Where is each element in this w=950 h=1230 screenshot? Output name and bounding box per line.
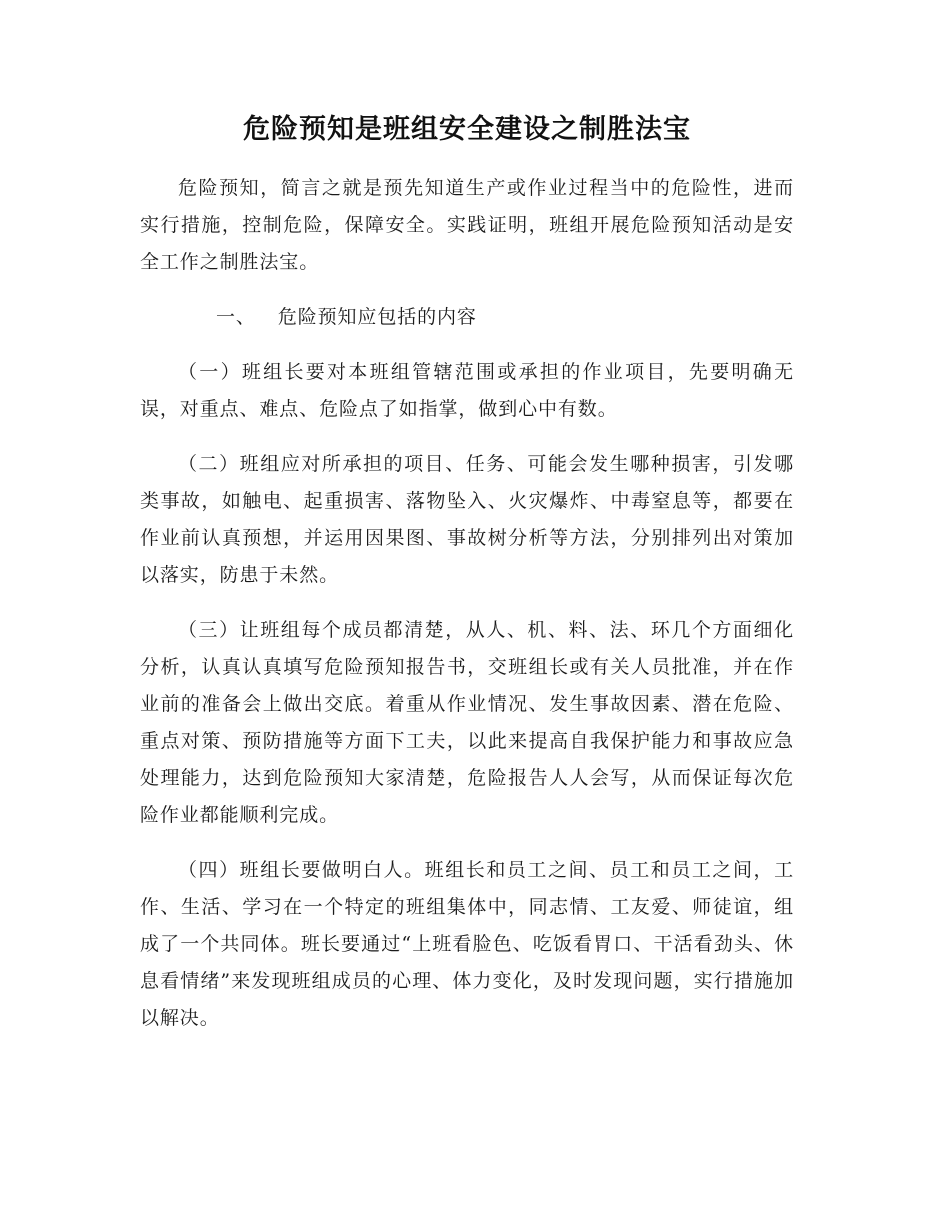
intro-paragraph: 危险预知，简言之就是预先知道生产或作业过程当中的危险性，进而实行措施，控制危险，保障安全。实践证明，班组开展危险预知活动是安全工作之制胜法宝。 <box>140 177 794 273</box>
document-title: 危险预知是班组安全建设之制胜法宝 <box>243 114 691 145</box>
paragraph-item-3: （三）让班组每个成员都清楚，从人、机、料、法、环几个方面细化分析，认真认真填写危险预知报告书，交班组长或有关人员批准，并在作业前的准备会上做出交底。着重从作业情况、发生事故因素、潜在危险、重点对策、预防措施等方面下工夫，以此来提高自我保护能力和事故应急处理能力，达到危险预知大家清楚，危险报告人人会写，从而保证每次危险作业都能顺利完成。 <box>140 619 794 826</box>
document-page <box>140 108 794 1037</box>
paragraph-item-1: （一）班组长要对本班组管辖范围或承担的作业项目，先要明确无误，对重点、难点、危险点了如指掌，做到心中有数。 <box>140 361 794 420</box>
paragraph-item-4: （四）班组长要做明白人。班组长和员工之间、员工和员工之间，工作、生活、学习在一个特定的班组集体中，同志情、工友爱、师徒谊，组成了一个共同体。班长要通过“上班看脸色、吃饭看胃口、干活看劲头、休息看情绪”来发现班组成员的心理、体力变化，及时发现问题，实行措施加以解决。 <box>140 859 794 1029</box>
section-title: 危险预知应包括的内容 <box>277 306 477 328</box>
paragraph-item-2: （二）班组应对所承担的项目、任务、可能会发生哪种损害，引发哪类事故，如触电、起重损害、落物坠入、火灾爆炸、中毒窒息等，都要在作业前认真预想，并运用因果图、事故树分析等方法，分别排列出对策加以落实，防患于未然。 <box>140 453 794 586</box>
section-number: 一、 <box>216 306 256 328</box>
section-heading-1 <box>140 299 794 336</box>
